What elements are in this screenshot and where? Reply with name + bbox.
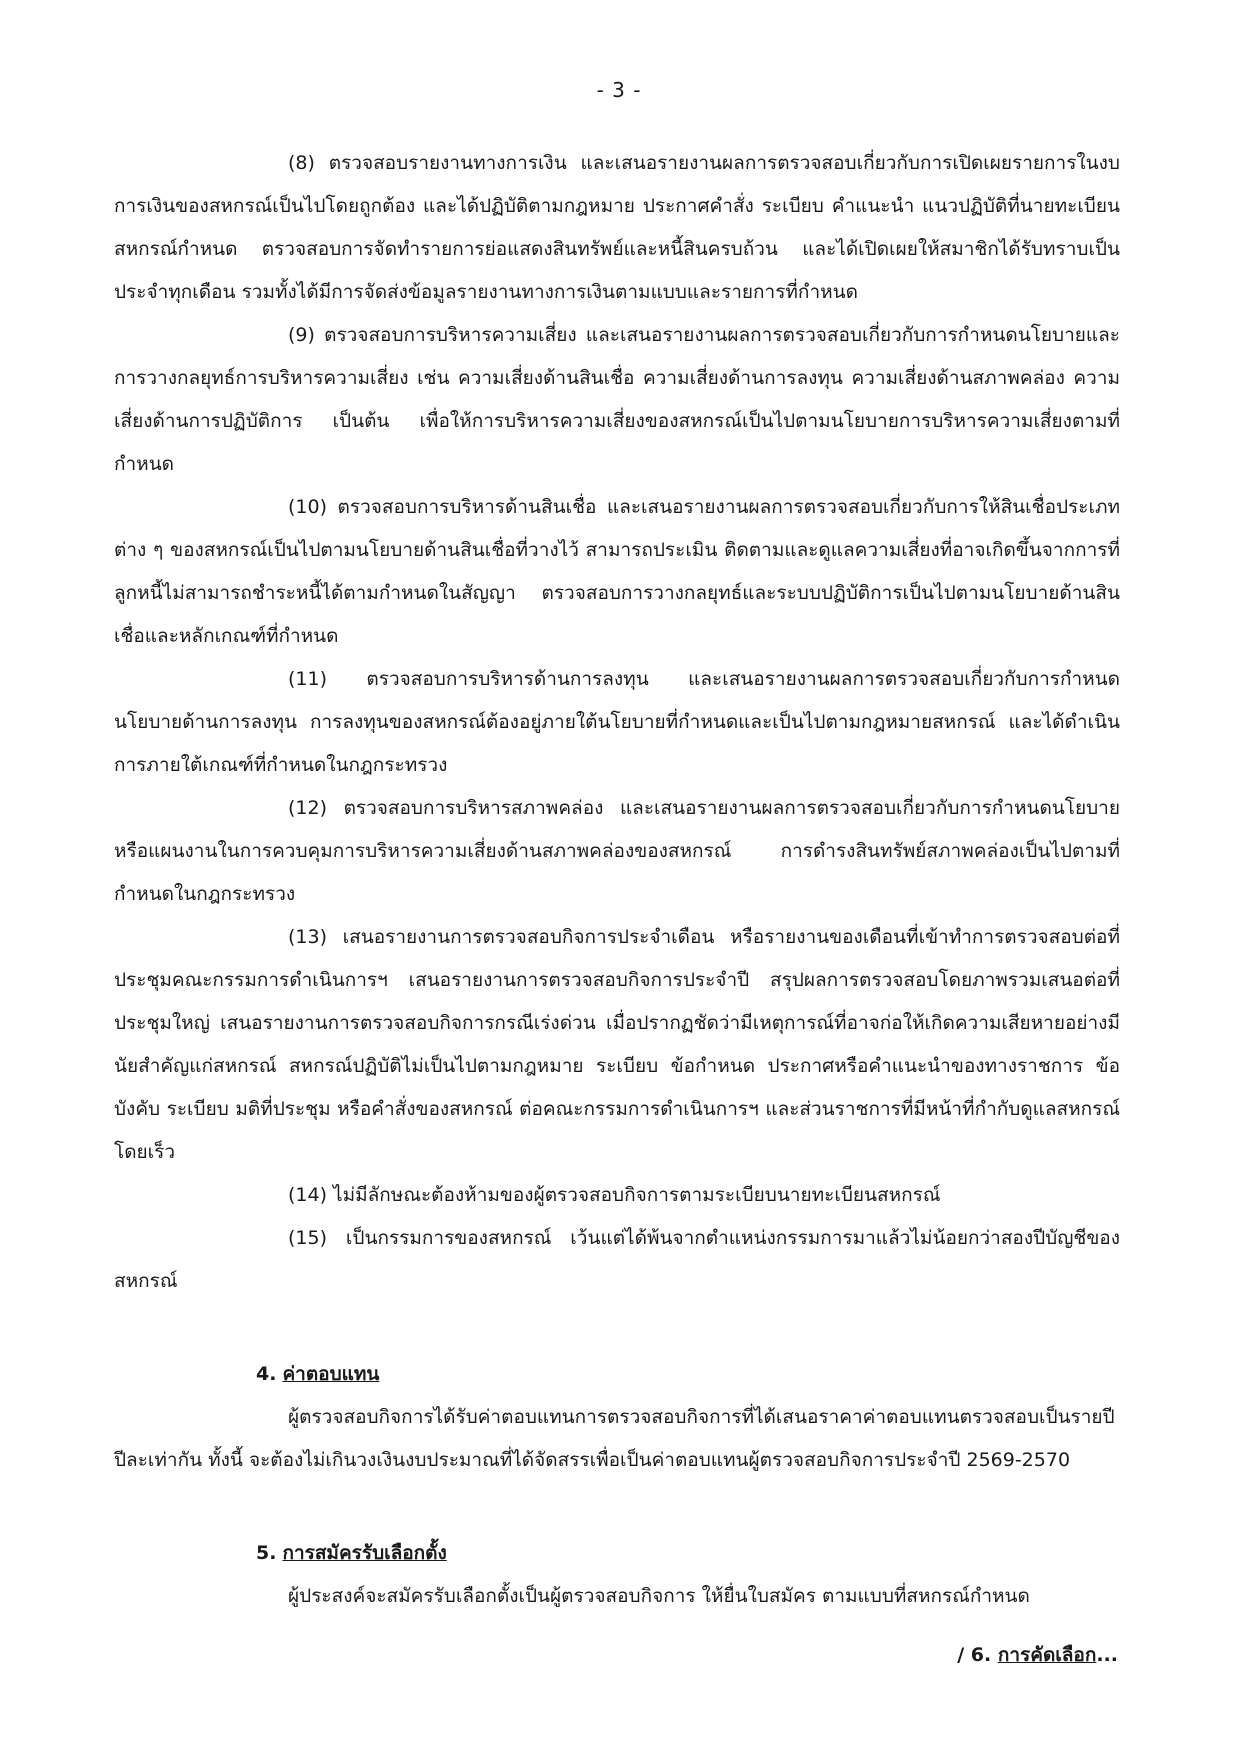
section-number: 5. bbox=[256, 1542, 277, 1564]
section-body: ผู้ประสงค์จะสมัครรับเลือกตั้งเป็นผู้ตรวจสอบกิจการ ให้ยื่นใบสมัคร ตามแบบที่สหกรณ์กำหนด bbox=[288, 1585, 1030, 1607]
continuation-prefix: / 6. bbox=[957, 1644, 992, 1666]
paragraph-item-10: (10) ตรวจสอบการบริหารด้านสินเชื่อ และเสนอรายงานผลการตรวจสอบเกี่ยวกับการให้สินเชื่อประเภทต่าง ๆ ของสหกรณ์เป็นไปตามนโยบายด้านสินเชื่อที่วางไว้ สามารถประเมิน ติดตามและดูแลความเสี่ยงที่อาจเกิดขึ้นจากการที่ลูกหนี้ไม่สามารถชำระหนี้ได้ตามกำหนดในสัญญา ตรวจสอบการวางกลยุทธ์และระบบปฏิบัติการเป็นไปตามนโยบายด้านสินเชื่อและหลักเกณฑ์ที่กำหนด bbox=[114, 496, 1120, 647]
section-application bbox=[114, 1532, 1120, 1618]
paragraph-item-8: (8) ตรวจสอบรายงานทางการเงิน และเสนอรายงานผลการตรวจสอบเกี่ยวกับการเปิดเผยรายการในงบการเงินของสหกรณ์เป็นไปโดยถูกต้อง และได้ปฏิบัติตามกฎหมาย ประกาศคำสั่ง ระเบียบ คำแนะนำ แนวปฏิบัติที่นายทะเบียนสหกรณ์กำหนด ตรวจสอบการจัดทำรายการย่อแสดงสินทรัพย์และหนี้สินครบถ้วน และได้เปิดเผยให้สมาชิกได้รับทราบเป็นประจำทุกเดือน รวมทั้งได้มีการจัดส่งข้อมูลรายงานทางการเงินตามแบบและรายการที่กำหนด bbox=[114, 152, 1120, 303]
section-heading bbox=[114, 1532, 1120, 1575]
section-body: ผู้ตรวจสอบกิจการได้รับค่าตอบแทนการตรวจสอบกิจการที่ได้เสนอราคาค่าตอบแทนตรวจสอบเป็นรายปีปีละเท่ากัน ทั้งนี้ จะต้องไม่เกินวงเงินงบประมาณที่ได้จัดสรรเพื่อเป็นค่าตอบแทนผู้ตรวจสอบกิจการประจำปี 2569-2570 bbox=[114, 1406, 1115, 1471]
paragraph-item-12: (12) ตรวจสอบการบริหารสภาพคล่อง และเสนอรายงานผลการตรวจสอบเกี่ยวกับการกำหนดนโยบายหรือแผนงานในการควบคุมการบริหารความเสี่ยงด้านสภาพคล่องของสหกรณ์ การดำรงสินทรัพย์สภาพคล่องเป็นไปตามที่กำหนดในกฎกระทรวง bbox=[114, 797, 1120, 905]
section-number: 4. bbox=[256, 1363, 277, 1385]
section-heading bbox=[114, 1353, 1120, 1396]
paragraph-item-9: (9) ตรวจสอบการบริหารความเสี่ยง และเสนอรายงานผลการตรวจสอบเกี่ยวกับการกำหนดนโยบายและการวางกลยุทธ์การบริหารความเสี่ยง เช่น ความเสี่ยงด้านสินเชื่อ ความเสี่ยงด้านการลงทุน ความเสี่ยงด้านสภาพคล่อง ความเสี่ยงด้านการปฏิบัติการ เป็นต้น เพื่อให้การบริหารความเสี่ยงของสหกรณ์เป็นไปตามนโยบายการบริหารความเสี่ยงตามที่กำหนด bbox=[114, 324, 1120, 475]
paragraph-item-14: (14) ไม่มีลักษณะต้องห้ามของผู้ตรวจสอบกิจการตามระเบียบนายทะเบียนสหกรณ์ bbox=[288, 1184, 941, 1206]
page-body bbox=[114, 142, 1120, 1618]
section-compensation bbox=[114, 1353, 1120, 1482]
continuation-link: การคัดเลือก bbox=[997, 1644, 1097, 1666]
section-title: ค่าตอบแทน bbox=[282, 1363, 380, 1385]
paragraph-item-11: (11) ตรวจสอบการบริหารด้านการลงทุน และเสนอรายงานผลการตรวจสอบเกี่ยวกับการกำหนดนโยบายด้านการลงทุน การลงทุนของสหกรณ์ต้องอยู่ภายใต้นโยบายที่กำหนดและเป็นไปตามกฎหมายสหกรณ์ และได้ดำเนินการภายใต้เกณฑ์ที่กำหนดในกฎกระทรวง bbox=[114, 668, 1120, 776]
continuation-note bbox=[957, 1640, 1118, 1670]
continuation-suffix: ... bbox=[1096, 1644, 1118, 1666]
paragraph-item-13: (13) เสนอรายงานการตรวจสอบกิจการประจำเดือน หรือรายงานของเดือนที่เข้าทำการตรวจสอบต่อที่ประชุมคณะกรรมการดำเนินการฯ เสนอรายงานการตรวจสอบกิจการประจำปี สรุปผลการตรวจสอบโดยภาพรวมเสนอต่อที่ประชุมใหญ่ เสนอรายงานการตรวจสอบกิจการกรณีเร่งด่วน เมื่อปรากฏชัดว่ามีเหตุการณ์ที่อาจก่อให้เกิดความเสียหายอย่างมีนัยสำคัญแก่สหกรณ์ สหกรณ์ปฏิบัติไม่เป็นไปตามกฎหมาย ระเบียบ ข้อกำหนด ประกาศหรือคำแนะนำของทางราชการ ข้อบังคับ ระเบียบ มติที่ประชุม หรือคำสั่งของสหกรณ์ ต่อคณะกรรมการดำเนินการฯ และส่วนราชการที่มีหน้าที่กำกับดูแลสหกรณ์โดยเร็ว bbox=[114, 926, 1120, 1163]
paragraph-item-15: (15) เป็นกรรมการของสหกรณ์ เว้นแต่ได้พ้นจากตำแหน่งกรรมการมาแล้วไม่น้อยกว่าสองปีบัญชีของสหกรณ์ bbox=[114, 1227, 1120, 1292]
page-number: - 3 - bbox=[596, 78, 642, 102]
section-title: การสมัครรับเลือกตั้ง bbox=[282, 1542, 447, 1564]
